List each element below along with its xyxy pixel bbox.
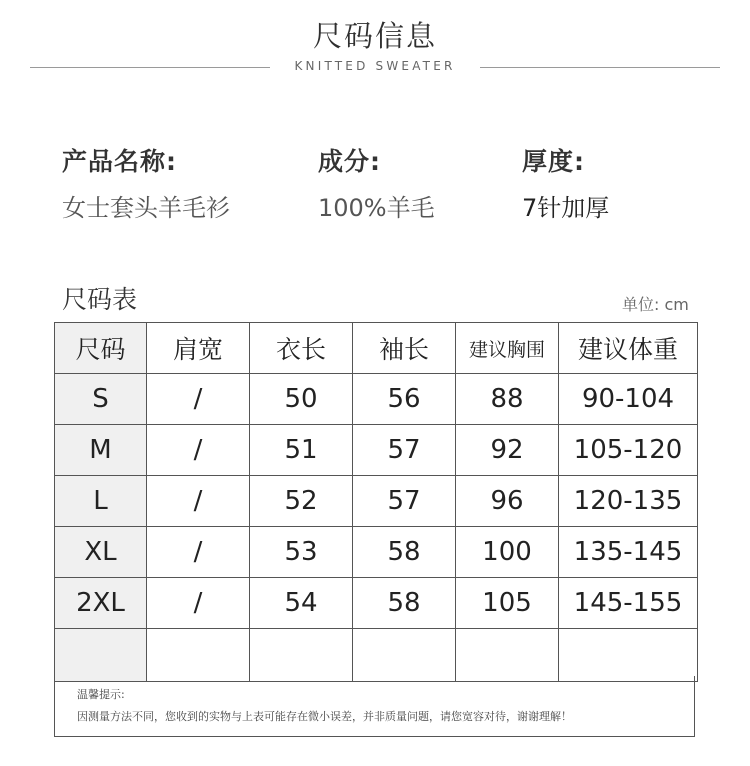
- table-cell: [559, 629, 698, 682]
- column-header: 建议胸围: [456, 323, 559, 374]
- column-header: 肩宽: [147, 323, 250, 374]
- table-cell: 100: [456, 527, 559, 578]
- table-row: [55, 578, 698, 629]
- info-label: 产品名称:: [62, 147, 177, 176]
- table-cell: /: [147, 527, 250, 578]
- size-table-title: 尺码表: [62, 285, 138, 314]
- column-header: 尺码: [55, 323, 147, 374]
- info-value: 7针加厚: [522, 194, 610, 222]
- page-subtitle: KNITTED SWEATER: [294, 59, 456, 73]
- column-header: 衣长: [250, 323, 353, 374]
- info-label: 厚度:: [522, 147, 585, 176]
- table-cell: L: [55, 476, 147, 527]
- info-material: [318, 142, 435, 223]
- table-cell: XL: [55, 527, 147, 578]
- table-cell: 57: [353, 425, 456, 476]
- table-cell: 50: [250, 374, 353, 425]
- info-thickness: [522, 142, 609, 223]
- table-cell: 58: [353, 578, 456, 629]
- table-cell: 54: [250, 578, 353, 629]
- table-cell: M: [55, 425, 147, 476]
- table-cell: 2XL: [55, 578, 147, 629]
- info-value: 女士套头羊毛衫: [62, 194, 230, 222]
- table-cell: [353, 629, 456, 682]
- table-cell: 58: [353, 527, 456, 578]
- table-cell: 105: [456, 578, 559, 629]
- table-cell: 105-120: [559, 425, 698, 476]
- table-cell: 145-155: [559, 578, 698, 629]
- table-row: [55, 425, 698, 476]
- table-row-empty: [55, 629, 698, 682]
- table-cell: 56: [353, 374, 456, 425]
- table-cell: 51: [250, 425, 353, 476]
- table-row: [55, 374, 698, 425]
- table-cell: 57: [353, 476, 456, 527]
- table-cell: 88: [456, 374, 559, 425]
- table-cell: [55, 629, 147, 682]
- table-cell: 90-104: [559, 374, 698, 425]
- table-cell: /: [147, 425, 250, 476]
- tips-box: [54, 676, 695, 737]
- table-cell: 52: [250, 476, 353, 527]
- table-cell: 96: [456, 476, 559, 527]
- tips-text: 因测量方法不同，您收到的实物与上表可能存在微小误差，并非质量问题，请您宽容对待，谢谢理解！: [77, 710, 572, 723]
- table-header-row: [55, 323, 698, 374]
- table-cell: 135-145: [559, 527, 698, 578]
- table-cell: /: [147, 374, 250, 425]
- divider-right: [480, 67, 720, 68]
- table-cell: [456, 629, 559, 682]
- column-header: 建议体重: [559, 323, 698, 374]
- table-cell: S: [55, 374, 147, 425]
- table-cell: /: [147, 476, 250, 527]
- table-cell: [147, 629, 250, 682]
- unit-label: 单位: cm: [622, 295, 689, 314]
- size-table: [54, 322, 698, 682]
- tips-title: 温馨提示:: [77, 688, 125, 701]
- table-cell: 92: [456, 425, 559, 476]
- info-value: 100%羊毛: [318, 194, 435, 222]
- info-label: 成分:: [318, 147, 381, 176]
- table-row: [55, 527, 698, 578]
- column-header: 袖长: [353, 323, 456, 374]
- table-cell: 120-135: [559, 476, 698, 527]
- table-row: [55, 476, 698, 527]
- table-cell: 53: [250, 527, 353, 578]
- page-title: 尺码信息: [312, 19, 437, 53]
- table-cell: [250, 629, 353, 682]
- table-cell: /: [147, 578, 250, 629]
- info-product-name: [62, 142, 230, 223]
